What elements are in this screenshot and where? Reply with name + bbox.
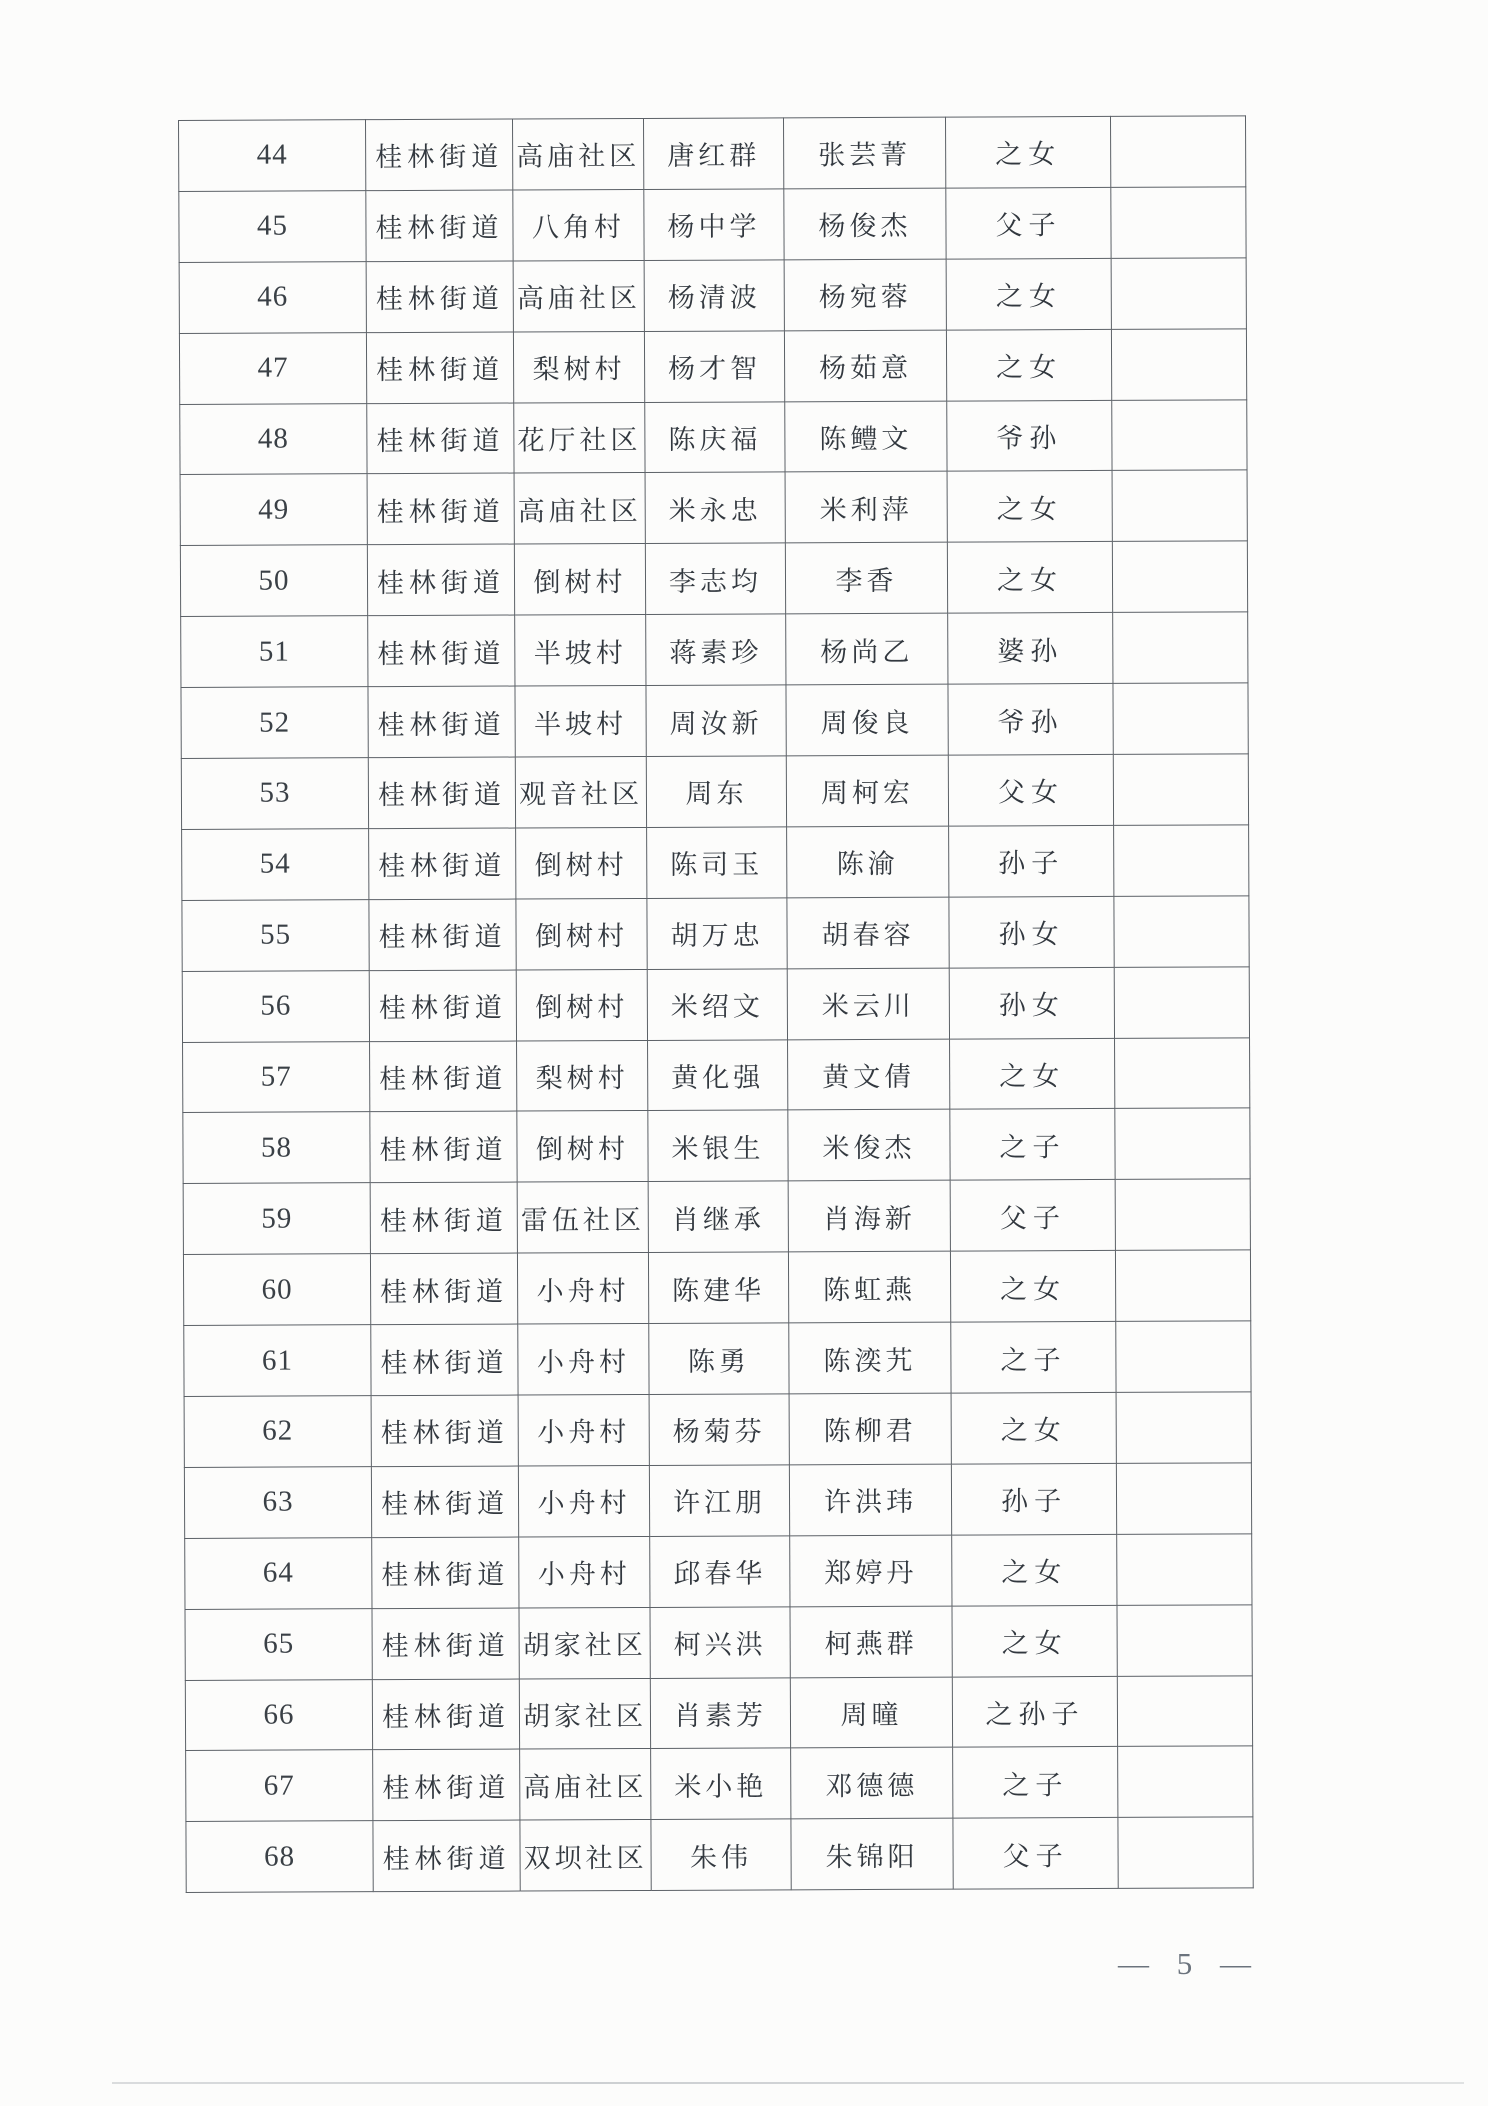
relationship-cell: 之子: [953, 1747, 1118, 1819]
table-row: [183, 1037, 1250, 1113]
guardian-name-cell: 米永忠: [645, 472, 785, 544]
table-row: [179, 116, 1246, 192]
guardian-name-cell: 米绍文: [647, 969, 787, 1041]
village-cell: 倒树村: [517, 1111, 648, 1182]
remark-cell: [1115, 1108, 1250, 1179]
guardian-name-cell: 杨才智: [644, 331, 784, 403]
child-name-cell: 周曈: [790, 1677, 952, 1749]
child-name-cell: 陈湙艽: [789, 1322, 951, 1394]
table-row: [182, 825, 1249, 901]
remark-cell: [1117, 1675, 1252, 1746]
village-cell: 小舟村: [518, 1394, 649, 1465]
village-cell: 八角村: [513, 189, 644, 260]
village-cell: 半坡村: [515, 686, 646, 757]
remark-cell: [1116, 1463, 1251, 1534]
guardian-name-cell: 肖素芳: [650, 1677, 790, 1749]
remark-cell: [1113, 683, 1248, 754]
remark-cell: [1117, 1605, 1252, 1676]
village-cell: 倒树村: [514, 544, 645, 615]
village-cell: 小舟村: [519, 1536, 650, 1607]
table-row: [181, 612, 1248, 688]
guardian-name-cell: 陈建华: [648, 1252, 788, 1324]
village-cell: 高庙社区: [514, 473, 645, 544]
village-cell: 花厅社区: [514, 402, 645, 473]
table-body: [179, 116, 1254, 1893]
guardian-name-cell: 杨中学: [644, 189, 784, 261]
relationship-cell: 之女: [946, 329, 1111, 401]
table-row: [183, 1108, 1250, 1184]
remark-cell: [1114, 967, 1249, 1038]
table-row: [182, 967, 1249, 1043]
street-cell: 桂林街道: [373, 1750, 520, 1822]
street-cell: 桂林街道: [369, 828, 516, 900]
relationship-cell: 婆孙: [948, 613, 1113, 685]
child-name-cell: 胡春容: [787, 897, 949, 969]
serial-cell: 54: [182, 829, 369, 901]
remark-cell: [1115, 1250, 1250, 1321]
remark-cell: [1114, 896, 1249, 967]
street-cell: 桂林街道: [372, 1679, 519, 1751]
remark-cell: [1115, 1179, 1250, 1250]
serial-cell: 65: [185, 1608, 372, 1680]
remark-cell: [1118, 1746, 1253, 1817]
relationship-cell: 父子: [950, 1180, 1115, 1252]
guardian-name-cell: 柯兴洪: [650, 1607, 790, 1679]
child-name-cell: 黄文倩: [788, 1039, 950, 1111]
serial-cell: 64: [185, 1537, 372, 1609]
guardian-name-cell: 朱伟: [651, 1819, 791, 1891]
village-cell: 雷伍社区: [517, 1182, 648, 1253]
relationship-cell: 爷孙: [947, 400, 1112, 472]
table-row: [186, 1817, 1253, 1893]
remark-cell: [1112, 470, 1247, 541]
village-cell: 高庙社区: [520, 1749, 651, 1820]
table-row: [184, 1392, 1251, 1468]
guardian-name-cell: 米小艳: [651, 1748, 791, 1820]
relationship-cell: 孙女: [949, 967, 1114, 1039]
guardian-name-cell: 杨菊芬: [649, 1394, 789, 1466]
child-name-cell: 李香: [785, 542, 947, 614]
table-row: [183, 1179, 1250, 1255]
table-row: [183, 1250, 1250, 1326]
relationship-cell: 父子: [946, 187, 1111, 259]
serial-cell: 63: [184, 1467, 371, 1539]
street-cell: 桂林街道: [366, 190, 513, 262]
street-cell: 桂林街道: [366, 332, 513, 404]
serial-cell: 51: [181, 616, 368, 688]
village-cell: 梨树村: [513, 331, 644, 402]
guardian-name-cell: 胡万忠: [647, 898, 787, 970]
village-cell: 胡家社区: [519, 1678, 650, 1749]
relationship-cell: 之女: [945, 116, 1110, 188]
child-name-cell: 邓德德: [791, 1748, 953, 1820]
remark-cell: [1114, 825, 1249, 896]
village-cell: 双坝社区: [520, 1820, 651, 1891]
street-cell: 桂林街道: [370, 1041, 517, 1113]
relationship-cell: 孙女: [949, 896, 1114, 968]
street-cell: 桂林街道: [368, 686, 515, 758]
table-row: [182, 896, 1249, 972]
street-cell: 桂林街道: [366, 261, 513, 333]
village-cell: 梨树村: [517, 1040, 648, 1111]
remark-cell: [1111, 187, 1246, 258]
serial-cell: 66: [185, 1679, 372, 1751]
table-row: [179, 258, 1246, 334]
child-name-cell: 周俊良: [786, 684, 948, 756]
remark-cell: [1117, 1534, 1252, 1605]
remark-cell: [1111, 329, 1246, 400]
guardian-name-cell: 唐红群: [643, 118, 783, 190]
remark-cell: [1116, 1392, 1251, 1463]
remark-cell: [1116, 1321, 1251, 1392]
table-row: [181, 754, 1248, 830]
street-cell: 桂林街道: [369, 970, 516, 1042]
child-name-cell: 米云川: [787, 968, 949, 1040]
serial-cell: 48: [180, 403, 367, 475]
relationship-cell: 之女: [952, 1534, 1117, 1606]
serial-cell: 68: [186, 1821, 373, 1893]
guardian-name-cell: 邱春华: [650, 1536, 790, 1608]
relationship-cell: 之女: [952, 1605, 1117, 1677]
table-row: [185, 1605, 1252, 1681]
street-cell: 桂林街道: [372, 1608, 519, 1680]
street-cell: 桂林街道: [371, 1324, 518, 1396]
village-cell: 小舟村: [518, 1324, 649, 1395]
child-name-cell: 柯燕群: [790, 1606, 952, 1678]
remark-cell: [1113, 754, 1248, 825]
serial-cell: 67: [186, 1750, 373, 1822]
roster-table: [178, 115, 1254, 1893]
child-name-cell: 杨茹意: [784, 330, 946, 402]
serial-cell: 62: [184, 1396, 371, 1468]
street-cell: 桂林街道: [366, 119, 513, 191]
village-cell: 高庙社区: [512, 118, 643, 189]
guardian-name-cell: 陈庆福: [645, 401, 785, 473]
street-cell: 桂林街道: [367, 473, 514, 545]
relationship-cell: 之孙子: [952, 1676, 1117, 1748]
child-name-cell: 许洪玮: [789, 1464, 951, 1536]
village-cell: 胡家社区: [519, 1607, 650, 1678]
serial-cell: 55: [182, 899, 369, 971]
street-cell: 桂林街道: [367, 403, 514, 475]
guardian-name-cell: 蒋素珍: [646, 614, 786, 686]
serial-cell: 46: [179, 261, 366, 333]
table-row: [185, 1675, 1252, 1751]
page-number: — 5 —: [1118, 1946, 1261, 1981]
serial-cell: 52: [181, 687, 368, 759]
village-cell: 小舟村: [517, 1253, 648, 1324]
child-name-cell: 肖海新: [788, 1181, 950, 1253]
relationship-cell: 爷孙: [948, 684, 1113, 756]
child-name-cell: 米利萍: [785, 472, 947, 544]
table-row: [179, 187, 1246, 263]
serial-cell: 56: [182, 970, 369, 1042]
remark-cell: [1111, 258, 1246, 329]
relationship-cell: 之女: [950, 1251, 1115, 1323]
guardian-name-cell: 周东: [646, 756, 786, 828]
table-row: [179, 329, 1246, 405]
village-cell: 观音社区: [515, 756, 646, 827]
serial-cell: 57: [183, 1041, 370, 1113]
relationship-cell: 之女: [946, 258, 1111, 330]
relationship-cell: 父子: [953, 1818, 1118, 1890]
guardian-name-cell: 杨清波: [644, 260, 784, 332]
street-cell: 桂林街道: [367, 544, 514, 616]
relationship-cell: 孙子: [949, 825, 1114, 897]
table-row: [180, 541, 1247, 617]
village-cell: 倒树村: [516, 827, 647, 898]
relationship-cell: 之女: [947, 471, 1112, 543]
table-row: [184, 1463, 1251, 1539]
village-cell: 倒树村: [516, 969, 647, 1040]
table-row: [184, 1321, 1251, 1397]
table-row: [181, 683, 1248, 759]
serial-cell: 50: [180, 545, 367, 617]
remark-cell: [1110, 116, 1245, 187]
child-name-cell: 米俊杰: [788, 1110, 950, 1182]
child-name-cell: 郑婷丹: [790, 1535, 952, 1607]
child-name-cell: 陈鳢文: [785, 401, 947, 473]
street-cell: 桂林街道: [368, 757, 515, 829]
remark-cell: [1115, 1037, 1250, 1108]
child-name-cell: 杨尚乙: [786, 613, 948, 685]
guardian-name-cell: 陈司玉: [647, 827, 787, 899]
village-cell: 半坡村: [515, 615, 646, 686]
serial-cell: 47: [179, 332, 366, 404]
relationship-cell: 孙子: [951, 1463, 1116, 1535]
street-cell: 桂林街道: [369, 899, 516, 971]
child-name-cell: 陈渝: [787, 826, 949, 898]
remark-cell: [1112, 399, 1247, 470]
child-name-cell: 周柯宏: [786, 755, 948, 827]
serial-cell: 49: [180, 474, 367, 546]
relationship-cell: 父女: [948, 754, 1113, 826]
serial-cell: 60: [183, 1254, 370, 1326]
table-row: [186, 1746, 1253, 1822]
relationship-cell: 之女: [951, 1392, 1116, 1464]
child-name-cell: 陈柳君: [789, 1393, 951, 1465]
street-cell: 桂林街道: [368, 615, 515, 687]
street-cell: 桂林街道: [371, 1466, 518, 1538]
street-cell: 桂林街道: [370, 1253, 517, 1325]
table-row: [185, 1534, 1252, 1610]
remark-cell: [1118, 1817, 1253, 1888]
guardian-name-cell: 许江朋: [649, 1465, 789, 1537]
guardian-name-cell: 陈勇: [649, 1323, 789, 1395]
serial-cell: 61: [184, 1325, 371, 1397]
street-cell: 桂林街道: [372, 1537, 519, 1609]
street-cell: 桂林街道: [371, 1395, 518, 1467]
serial-cell: 58: [183, 1112, 370, 1184]
relationship-cell: 之女: [947, 542, 1112, 614]
village-cell: 高庙社区: [513, 260, 644, 331]
relationship-cell: 之女: [950, 1038, 1115, 1110]
remark-cell: [1113, 612, 1248, 683]
street-cell: 桂林街道: [370, 1111, 517, 1183]
scan-edge-line: [112, 2082, 1464, 2084]
guardian-name-cell: 李志均: [645, 543, 785, 615]
serial-cell: 44: [179, 120, 366, 192]
relationship-cell: 之子: [951, 1322, 1116, 1394]
relationship-cell: 之子: [950, 1109, 1115, 1181]
street-cell: 桂林街道: [370, 1182, 517, 1254]
guardian-name-cell: 米银生: [648, 1110, 788, 1182]
serial-cell: 45: [179, 191, 366, 263]
table-row: [180, 399, 1247, 475]
village-cell: 小舟村: [518, 1465, 649, 1536]
child-name-cell: 杨俊杰: [784, 188, 946, 260]
child-name-cell: 朱锦阳: [791, 1819, 953, 1891]
table-row: [180, 470, 1247, 546]
child-name-cell: 张芸菁: [783, 117, 945, 189]
village-cell: 倒树村: [516, 898, 647, 969]
serial-cell: 59: [183, 1183, 370, 1255]
guardian-name-cell: 肖继承: [648, 1181, 788, 1253]
street-cell: 桂林街道: [373, 1820, 520, 1892]
guardian-name-cell: 黄化强: [648, 1039, 788, 1111]
guardian-name-cell: 周汝新: [646, 685, 786, 757]
child-name-cell: 陈虹燕: [788, 1251, 950, 1323]
remark-cell: [1112, 541, 1247, 612]
child-name-cell: 杨宛蓉: [784, 259, 946, 331]
serial-cell: 53: [181, 758, 368, 830]
